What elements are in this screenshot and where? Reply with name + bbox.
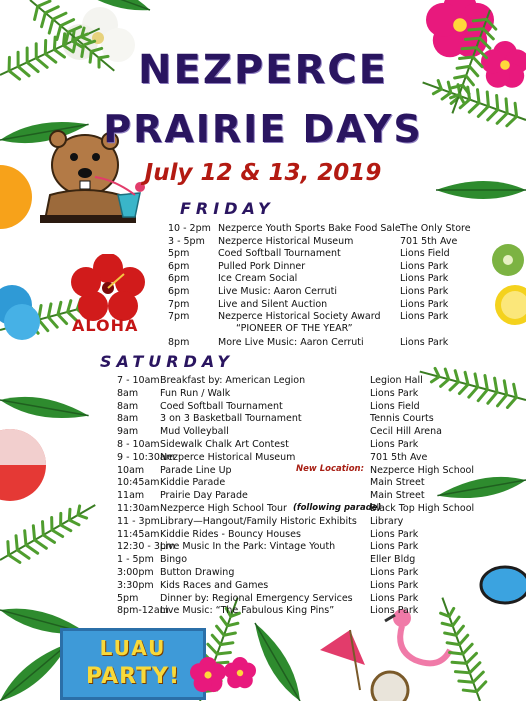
saturday-time: 8am [117,413,139,425]
saturday-time: 11am [117,490,145,502]
saturday-time: 9am [117,426,139,438]
saturday-row [0,553,526,566]
saturday-time: 3:30pm [117,579,154,591]
event-date: July 12 & 13, 2019 [144,160,382,186]
saturday-event: Sidewalk Chalk Art Contest [160,439,289,450]
friday-location: Lions Park [400,286,449,297]
saturday-location: Black Top High School [370,503,475,514]
saturday-event: Kiddie Parade [160,477,226,489]
saturday-event: Parade Line Up [160,464,232,476]
friday-time: 5pm [168,248,190,260]
saturday-row [0,579,526,592]
friday-event: Live and Silent Auction [218,298,328,310]
saturday-event: Nezperce Historical Museum [160,451,296,463]
saturday-row [0,451,526,464]
saturday-location: Main Street [370,490,425,502]
saturday-row [0,528,526,541]
friday-time: 7pm [168,311,190,323]
saturday-time: 11:45am [117,528,160,540]
friday-row [0,247,526,260]
saturday-time: 5pm [117,592,139,604]
friday-event: Nezperce Youth Sports Bake Food Sale [218,223,401,234]
saturday-row [0,387,526,400]
friday-row [0,298,526,311]
friday-row [0,260,526,273]
badge-flowers-icon [190,655,260,695]
saturday-time: 8pm-12am [117,605,169,617]
friday-event: Nezperce Historical Museum [218,235,354,247]
saturday-location: 701 5th Ave [370,451,428,463]
saturday-row [0,502,526,515]
saturday-location: Tennis Courts [370,413,434,425]
saturday-time: 9 - 10:30am [117,451,175,463]
saturday-event: Fun Run / Walk [160,387,231,399]
saturday-location: Lions Park [370,567,419,578]
friday-location: 701 5th Ave [400,235,458,247]
friday-row [0,285,526,298]
saturday-event: Dinner by: Regional Emergency Services [160,592,353,604]
saturday-row [0,604,526,617]
saturday-location: Lions Park [370,592,419,604]
saturday-location: Lions Park [370,528,419,540]
party-label: PARTY! [85,664,181,689]
poster-title-line1: NEZPERCE [138,47,388,93]
saturday-location: Lions Park [370,387,419,399]
friday-event: Ice Cream Social [218,273,298,285]
saturday-time: 7 - 10am [117,375,160,386]
saturday-row [0,476,526,489]
saturday-location: Lions Park [370,605,419,617]
saturday-location: Lions Park [370,439,419,450]
friday-row [0,235,526,248]
saturday-row [0,515,526,528]
saturday-row [0,592,526,605]
saturday-row [0,425,526,438]
friday-location: Lions Park [400,260,449,272]
friday-row [0,222,526,235]
luau-party-badge [60,628,206,700]
luau-label: LUAU [99,636,167,660]
friday-location: Lions Park [400,337,449,348]
saturday-event: Kids Races and Games [160,579,269,591]
saturday-row [0,566,526,579]
saturday-row [0,438,526,451]
friday-location: The Only Store [400,223,471,234]
friday-location: Lions Field [400,248,450,260]
saturday-row [0,412,526,425]
saturday-event: Mud Volleyball [160,426,229,438]
saturday-time: 11 - 3pm [117,515,160,527]
poster-title-line2: PRAIRIE DAYS [103,107,423,151]
friday-location: Lions Park [400,298,449,310]
saturday-event: Prairie Day Parade [160,490,248,502]
friday-row [0,336,526,349]
saturday-location: Library [370,515,404,527]
saturday-row [0,489,526,502]
friday-time: 6pm [168,260,190,272]
saturday-location: Cecil Hill Arena [370,426,442,438]
new-location-note: New Location: [296,464,364,474]
award-subtitle: “PIONEER OF THE YEAR” [236,323,353,334]
saturday-time: 10am [117,464,145,476]
saturday-event: Live Music In the Park: Vintage Youth [160,541,336,553]
friday-time: 7pm [168,298,190,310]
saturday-location: Lions Field [370,400,420,412]
saturday-event: Nezperce High School Tour [160,503,287,514]
friday-location: Lions Park [400,311,449,323]
following-parade-note: (following parade) [293,503,382,513]
saturday-heading: SATURDAY [100,352,235,371]
saturday-event: Bingo [160,554,188,566]
saturday-event: Kiddie Rides - Bouncy Houses [160,528,301,540]
friday-heading: FRIDAY [180,199,275,218]
saturday-time: 8am [117,387,139,399]
saturday-row [0,400,526,413]
friday-location: Lions Park [400,273,449,285]
saturday-time: 3:00pm [117,567,154,578]
friday-event: Coed Softball Tournament [218,248,341,260]
saturday-event: Live Music: “The Fabulous King Pins” [160,605,335,617]
friday-event: More Live Music: Aaron Cerruti [218,337,364,348]
saturday-location: Legion Hall [370,375,423,386]
saturday-location: Main Street [370,477,425,489]
saturday-event: 3 on 3 Basketball Tournament [160,413,302,425]
friday-time: 10 - 2pm [168,223,211,234]
friday-event: Nezperce Historical Society Award [218,311,381,323]
friday-time: 6pm [168,273,190,285]
saturday-time: 10:45am [117,477,160,489]
saturday-location: Lions Park [370,579,419,591]
aloha-label: ALOHA [72,316,139,335]
saturday-row [0,464,526,477]
saturday-time: 11:30am [117,503,160,514]
saturday-time: 1 - 5pm [117,554,154,566]
saturday-time: 8 - 10am [117,439,160,450]
saturday-event: Button Drawing [160,567,235,578]
friday-time: 3 - 5pm [168,235,205,247]
friday-event: Pulled Pork Dinner [218,260,306,272]
saturday-location: Nezperce High School [370,464,474,476]
saturday-event: Breakfast by: American Legion [160,375,306,386]
saturday-event: Library—Hangout/Family Historic Exhibits [160,515,357,527]
saturday-location: Lions Park [370,541,419,553]
saturday-event: Coed Softball Tournament [160,400,283,412]
saturday-row [0,374,526,387]
saturday-row [0,540,526,553]
saturday-location: Eller Bldg [370,554,416,566]
saturday-time: 12:30 - 3pm [117,541,176,553]
friday-time: 6pm [168,286,190,297]
friday-row [0,272,526,285]
saturday-time: 8am [117,400,139,412]
friday-event: Live Music: Aaron Cerruti [218,286,338,297]
friday-time: 8pm [168,337,190,348]
